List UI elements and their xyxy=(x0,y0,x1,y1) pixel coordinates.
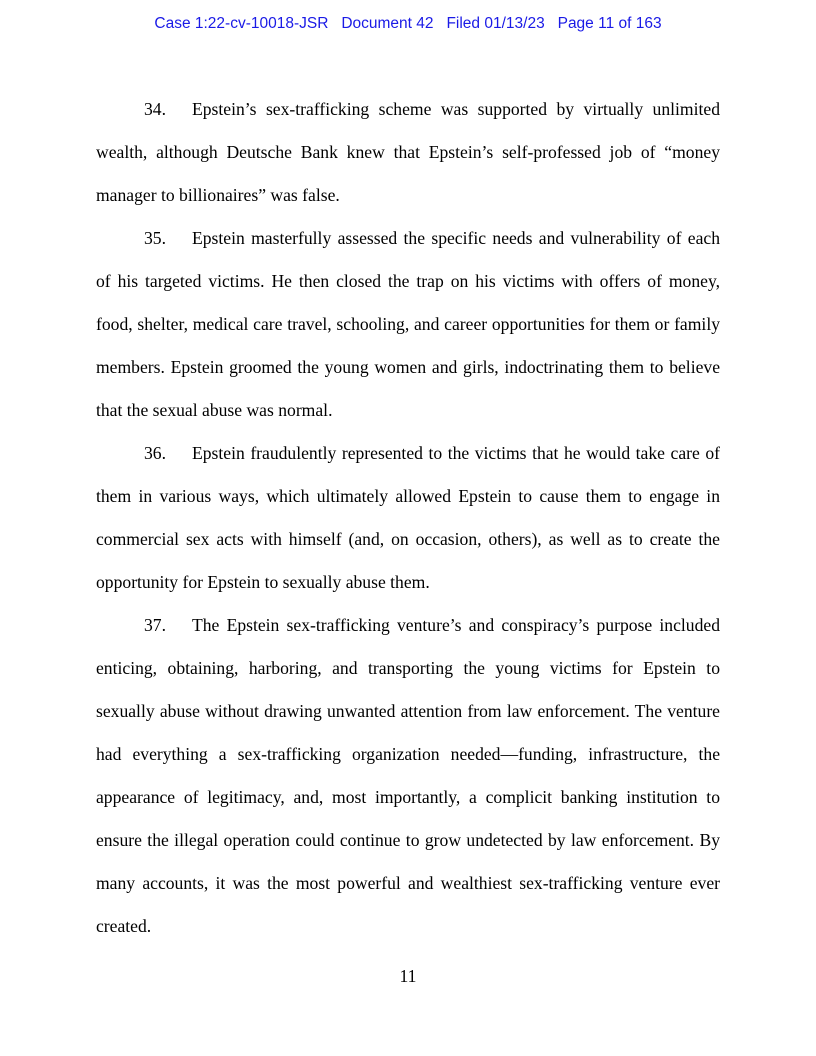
paragraph-number: 34. xyxy=(144,99,166,119)
paragraph-number: 36. xyxy=(144,443,166,463)
paragraph-34 xyxy=(96,88,720,217)
paragraph-text: The Epstein sex-trafficking venture’s and conspiracy’s purpose included enticing, obtaining, harboring, and transporting the young victims for Epstein to sexually abuse without drawing unwanted attention from law enforcement. The venture had everything a sex-trafficking organization needed—funding, infrastructure, the appearance of legitimacy, and, most importantly, a complicit banking institution to ensure the illegal operation could continue to grow undetected by law enforcement. By many accounts, it was the most powerful and wealthiest sex-trafficking venture ever created. xyxy=(96,615,720,936)
paragraph-text: Epstein masterfully assessed the specific needs and vulnerability of each of his targeted victims. He then closed the trap on his victims with offers of money, food, shelter, medical care travel, schooling, and career opportunities for them or family members. Epstein groomed the young women and girls, indoctrinating them to believe that the sexual abuse was normal. xyxy=(96,228,720,420)
page-number: 11 xyxy=(399,966,417,986)
paragraph-37 xyxy=(96,604,720,948)
document-body xyxy=(96,88,720,948)
case-header: Case 1:22-cv-10018-JSR Document 42 Filed 01/13/23 Page 11 of 163 xyxy=(154,15,662,32)
paragraph-text: Epstein’s sex-trafficking scheme was supported by virtually unlimited wealth, although Deutsche Bank knew that Epstein’s self-professed job of “money manager to billionaires” was false. xyxy=(96,99,720,205)
paragraph-text: Epstein fraudulently represented to the victims that he would take care of them in various ways, which ultimately allowed Epstein to cause them to engage in commercial sex acts with himself (and, on occasion, others), as well as to create the opportunity for Epstein to sexually abuse them. xyxy=(96,443,720,592)
paragraph-35 xyxy=(96,217,720,432)
paragraph-number: 35. xyxy=(144,228,166,248)
paragraph-number: 37. xyxy=(144,615,166,635)
paragraph-36 xyxy=(96,432,720,604)
